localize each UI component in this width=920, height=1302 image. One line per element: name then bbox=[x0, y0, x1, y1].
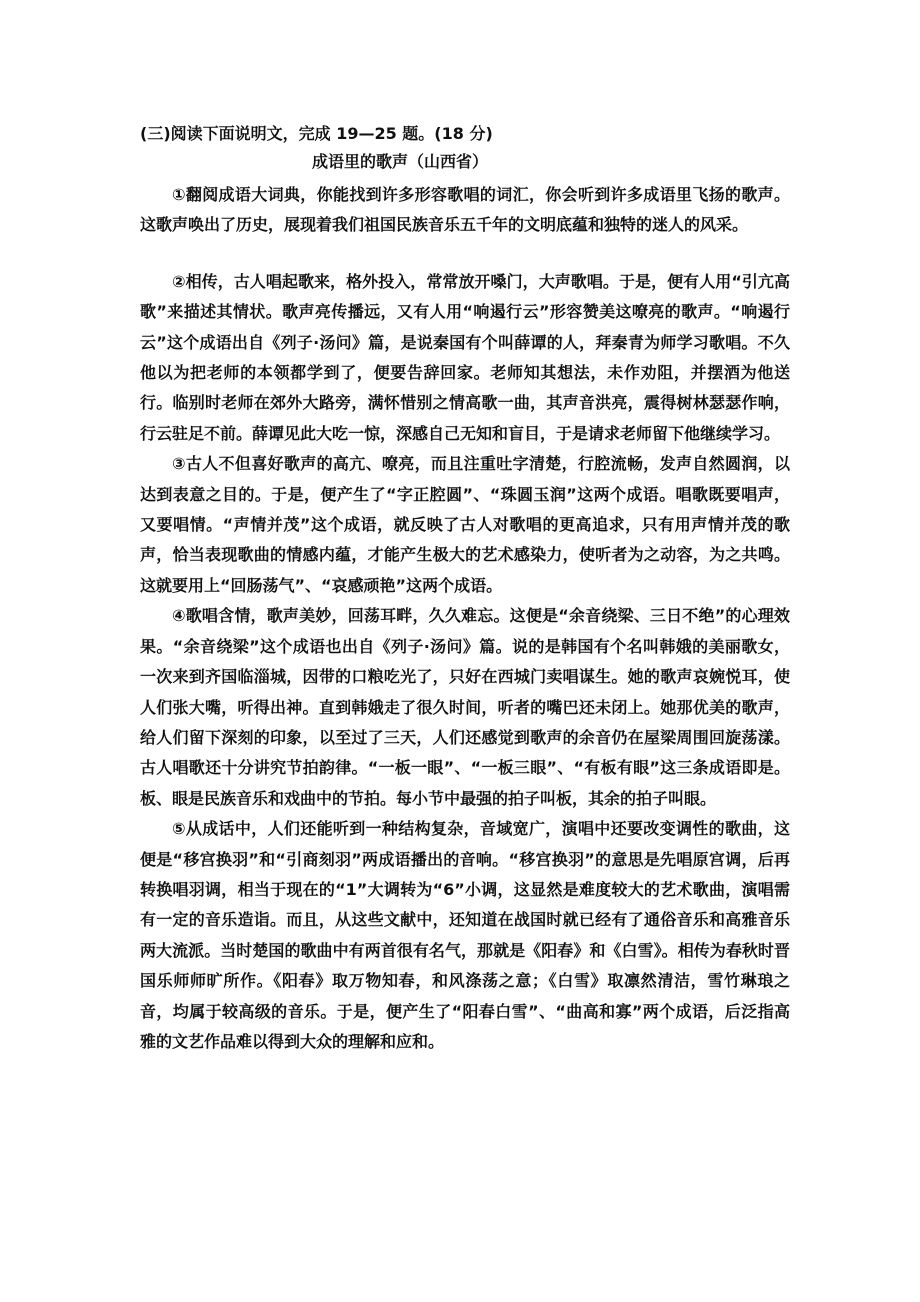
paragraph-2: ②相传，古人唱起歌来，格外投入，常常放开嗓门，大声歌唱。于是，便有人用“引亢高歌”来描述其情状。歌声亮传播远，又有人用“响遏行云”形容赞美这嘹亮的歌声。“响遏行云”这个成语出自《列子·汤问》篇，是说秦国有个叫薛谭的人，拜秦青为师学习歌唱。不久他以为把老师的本领都学到了，便要告辞回家。老师知其想法，未作劝阻，并摆酒为他送行。临别时老师在郊外大路旁，满怀惜别之情高歌一曲，其声音洪亮，震得树林瑟瑟作响，行云驻足不前。薛谭见此大吃一惊，深感自己无知和盲目，于是请求老师留下他继续学习。 bbox=[140, 271, 790, 443]
document-page bbox=[140, 120, 790, 1057]
section-header: (三)阅读下面说明文，完成 19—25 题。(18 分) bbox=[140, 124, 493, 143]
paragraph-5: ⑤从成话中，人们还能听到一种结构复杂，音域宽广，演唱中还要改变调性的歌曲，这便是“移宫换羽”和“引商刻羽”两成语播出的音响。“移宫换羽”的意思是先唱原宫调，后再转换唱羽调，相当于现在的“1”大调转为“6”小调，这显然是难度较大的艺术歌曲，演唱需有一定的音乐造诣。而且，从这些文献中，还知道在战国时就已经有了通俗音乐和高雅音乐两大流派。当时楚国的歌曲中有两首很有名气，那就是《阳春》和《白雪》。相传为春秋时晋国乐师师旷所作。《阳春》取万物知春，和风涤荡之意；《白雪》取凛然清洁，雪竹琳琅之音，均属于较高级的音乐。于是，便产生了“阳春白雪”、“曲高和寡”两个成语，后泛指高雅的文艺作品难以得到大众的理解和应和。 bbox=[140, 819, 790, 1051]
paragraph-1: ①翻阅成语大词典，你能找到许多形容歌唱的词汇，你会听到许多成语里飞扬的歌声。这歌声唤出了历史，展现着我们祖国民族音乐五千年的文明底蕴和独特的迷人的风采。 bbox=[140, 185, 790, 235]
paragraph-3: ③古人不但喜好歌声的高亢、嘹亮，而且注重吐字清楚，行腔流畅，发声自然圆润，以达到表意之目的。于是，便产生了“字正腔圆”、“珠圆玉润”这两个成语。唱歌既要唱声，又要唱情。“声情并茂”这个成语，就反映了古人对歌唱的更高追求，只有用声情并茂的歌声，恰当表现歌曲的情感内蕴，才能产生极大的艺术感染力，使听者为之动容，为之共鸣。这就要用上“回肠荡气”、“哀感顽艳”这两个成语。 bbox=[140, 454, 790, 595]
article-title: 成语里的歌声（山西省） bbox=[312, 152, 489, 171]
paragraph-4: ④歌唱含情，歌声美妙，回荡耳畔，久久难忘。这便是“余音绕梁、三日不绝”的心理效果。“余音绕梁”这个成语也出自《列子·汤问》篇。说的是韩国有个名叫韩娥的美丽歌女，一次来到齐国临淄城，因带的口粮吃光了，只好在西城门卖唱谋生。她的歌声哀婉悦耳，使人们张大嘴，听得出神。直到韩娥走了很久时间，听者的嘴巴还未闭上。她那优美的歌声，给人们留下深刻的印象，以至过了三天，人们还感觉到歌声的余音仍在屋梁周围回旋荡漾。古人唱歌还十分讲究节拍韵律。“一板一眼”、“一板三眼”、“有板有眼”这三条成语即是。板、眼是民族音乐和戏曲中的节拍。每小节中最强的拍子叫板，其余的拍子叫眼。 bbox=[140, 606, 790, 808]
